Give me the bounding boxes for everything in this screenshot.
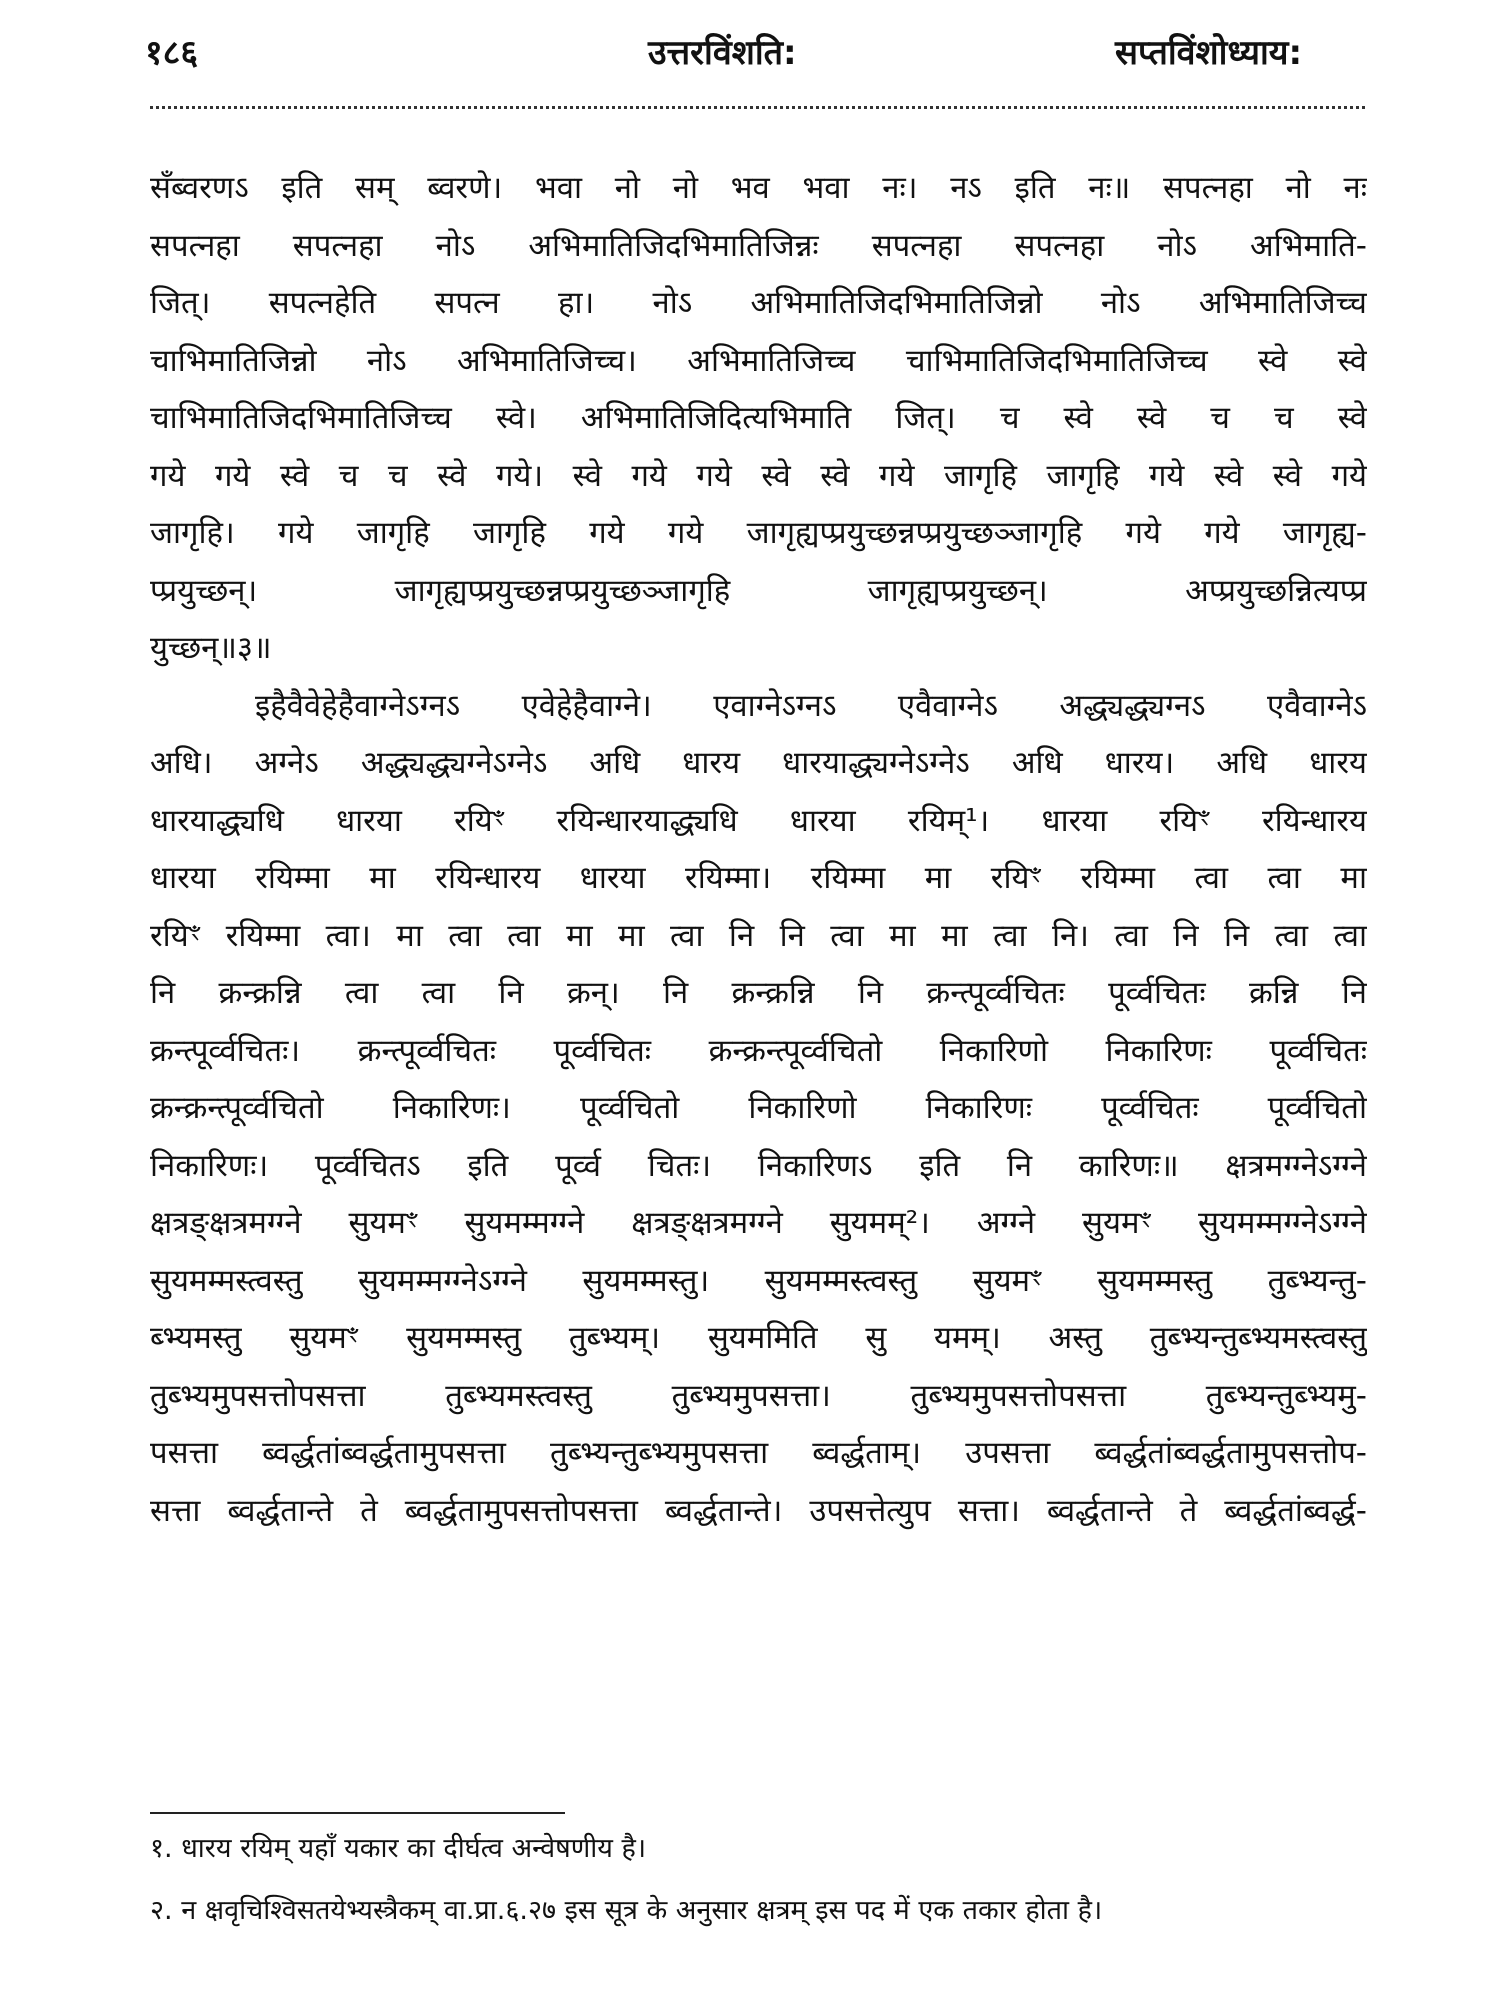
text-line: धारयाद्ध्यधि धारया रयिꣳ रयिन्धारयाद्ध्यधि धारया रयिम्¹। धारया रयिꣳ रयिन्धारय bbox=[150, 802, 1367, 839]
text-line: क्रन्क्रन्त्पूर्व्वचितो निकारिणः। पूर्व्वचितो निकारिणो निकारिणः पूर्व्वचितः पूर्व्वचितो bbox=[150, 1090, 1367, 1126]
text-line: क्षत्रङ्क्षत्रमग्ग्ने सुयमꣳ सुयमम्मग्ग्ने क्षत्रङ्क्षत्रमग्ग्ने सुयमम्²। अग्ग्ने सुयमꣳ सुयमम्मग्ग्नेऽग्ग्ने bbox=[150, 1205, 1367, 1241]
text-line: इहैवैवेहेहैवाग्नेऽग्नऽ एवेहेहैवाग्ने। एवाग्नेऽग्नऽ एवैवाग्नेऽ अद्ध्यद्ध्यग्नऽ एवैवाग्नेऽ bbox=[255, 687, 1367, 724]
page-number: १८६ bbox=[145, 33, 199, 73]
text-line: जित्। सपत्नहेति सपत्न हा। नोऽ अभिमातिजिदभिमातिजिन्नो नोऽ अभिमातिजिच्च bbox=[150, 285, 1367, 321]
running-title: उत्तरविंशति: bbox=[648, 33, 797, 73]
text-line: ब्भ्यमस्तु सुयमꣳ सुयमम्मस्तु तुब्भ्यम्। सुयममिति सु यमम्। अस्तु तुब्भ्यन्तुब्भ्यमस्त्वस्तु bbox=[150, 1320, 1367, 1356]
text-line: जागृहि। गये जागृहि जागृहि गये गये जागृह्यप्प्रयुच्छन्नप्प्रयुच्छञ्जागृहि गये गये जागृह्य- bbox=[150, 515, 1367, 551]
text-line: सत्ता ब्वर्द्धतान्ते ते ब्वर्द्धतामुपसत्तोपसत्ता ब्वर्द्धतान्ते। उपसत्तेत्युप सत्ता। ब्वर्द्धतान्ते ते ब्वर्द्धतांब्वर्द्ध- bbox=[150, 1492, 1367, 1529]
text-line: निकारिणः। पूर्व्वचितऽ इति पूर्व्व चितः। निकारिणऽ इति नि कारिणः॥ क्षत्रमग्ग्नेऽग्ग्ने bbox=[150, 1147, 1367, 1184]
chapter-title: सप्तविंशोध्याय: bbox=[1115, 33, 1303, 73]
text-line: पसत्ता ब्वर्द्धतांब्वर्द्धतामुपसत्ता तुब्भ्यन्तुब्भ्यमुपसत्ता ब्वर्द्धताम्। उपसत्ता ब्वर्द्धतांब्वर्द्धतामुपसत्तोप- bbox=[150, 1435, 1367, 1471]
text-line: रयिꣳ रयिम्मा त्वा। मा त्वा त्वा मा मा त्वा नि नि त्वा मा मा त्वा नि। त्वा नि नि त्वा त्वा bbox=[150, 917, 1367, 954]
text-line: गये गये स्वे च च स्वे गये। स्वे गये गये स्वे स्वे गये जागृहि जागृहि गये स्वे स्वे गये bbox=[150, 457, 1367, 494]
dotted-separator bbox=[150, 106, 1365, 109]
footnote-2: २. न क्षवृचिश्विसतयेभ्यस्त्रैकम् वा.प्रा.६.२७ इस सूत्र के अनुसार क्षत्रम् इस पद में एक तकार होता है। bbox=[150, 1895, 1103, 1926]
footnote-rule bbox=[150, 1812, 565, 1814]
text-line: सुयमम्मस्त्वस्तु सुयमम्मग्ग्नेऽग्ग्ने सुयमम्मस्तु। सुयमम्मस्त्वस्तु सुयमꣳ सुयमम्मस्तु तुब्भ्यन्तु- bbox=[150, 1262, 1367, 1299]
main-text bbox=[150, 160, 1367, 1540]
text-line: युच्छन्॥३॥ bbox=[150, 630, 272, 666]
text-line: अधि। अग्नेऽ अद्ध्यद्ध्यग्नेऽग्नेऽ अधि धारय धारयाद्ध्यग्नेऽग्नेऽ अधि धारय। अधि धारय bbox=[150, 745, 1367, 781]
text-line: सपत्नहा सपत्नहा नोऽ अभिमातिजिदभिमातिजिन्नः सपत्नहा सपत्नहा नोऽ अभिमाति- bbox=[150, 227, 1367, 264]
footnote-1: १. धारय रयिम् यहाँ यकार का दीर्घत्व अन्वेषणीय है। bbox=[150, 1833, 647, 1864]
text-line: चाभिमातिजिदभिमातिजिच्च स्वे। अभिमातिजिदित्यभिमाति जित्। च स्वे स्वे च च स्वे bbox=[150, 400, 1367, 436]
text-line: धारया रयिम्मा मा रयिन्धारय धारया रयिम्मा। रयिम्मा मा रयिꣳ रयिम्मा त्वा त्वा मा bbox=[150, 860, 1367, 896]
text-line: सँब्वरणऽ इति सम् ब्वरणे। भवा नो नो भव भवा नः। नऽ इति नः॥ सपत्नहा नो नः bbox=[150, 170, 1367, 206]
text-line: तुब्भ्यमुपसत्तोपसत्ता तुब्भ्यमस्त्वस्तु तुब्भ्यमुपसत्ता। तुब्भ्यमुपसत्तोपसत्ता तुब्भ्यन्तुब्भ्यमु- bbox=[150, 1377, 1367, 1414]
text-line: प्प्रयुच्छन्। जागृह्यप्प्रयुच्छन्नप्प्रयुच्छञ्जागृहि जागृह्यप्प्रयुच्छन्। अप्प्रयुच्छन्नित्यप्प्र bbox=[150, 572, 1367, 609]
text-line: क्रन्त्पूर्व्वचितः। क्रन्त्पूर्व्वचितः पूर्व्वचितः क्रन्क्रन्त्पूर्व्वचितो निकारिणो निकारिणः पूर्व्वचितः bbox=[150, 1032, 1367, 1069]
text-line: नि क्रन्क्रन्नि त्वा त्वा नि क्रन्। नि क्रन्क्रन्नि नि क्रन्त्पूर्व्वचितः पूर्व्वचितः क्रन्नि नि bbox=[150, 975, 1367, 1011]
text-line: चाभिमातिजिन्नो नोऽ अभिमातिजिच्च। अभिमातिजिच्च चाभिमातिजिदभिमातिजिच्च स्वे स्वे bbox=[150, 342, 1367, 379]
